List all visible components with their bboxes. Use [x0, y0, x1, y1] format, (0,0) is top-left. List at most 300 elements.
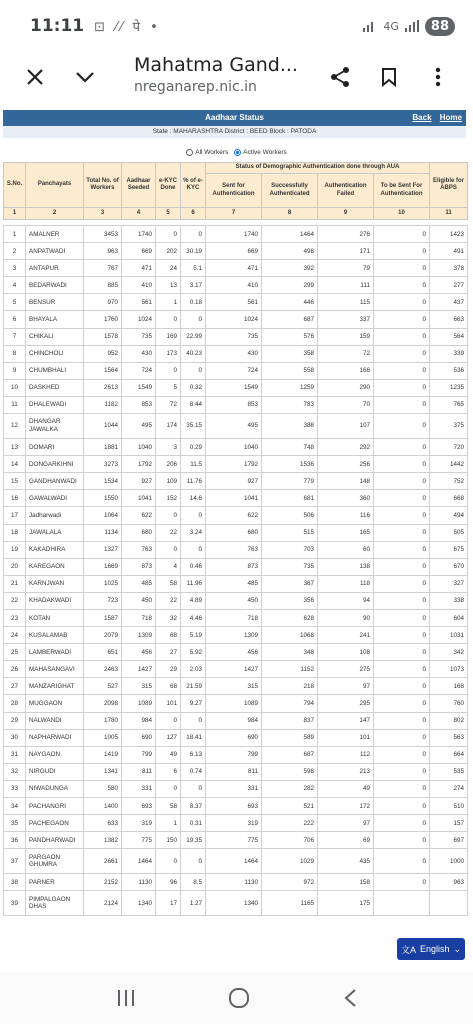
table-cell: DOMARI — [26, 439, 84, 456]
table-cell: 435 — [318, 849, 374, 874]
table-cell: JAWALALA — [26, 524, 84, 541]
table-cell: 680 — [206, 524, 262, 541]
table-cell: MAHASANGAVI — [26, 661, 84, 678]
table-cell: 68 — [156, 627, 181, 644]
table-cell: 873 — [206, 558, 262, 575]
close-icon[interactable] — [20, 62, 50, 92]
table-cell: 663 — [430, 311, 468, 328]
table-cell: 670 — [430, 558, 468, 575]
table-cell: 0 — [374, 277, 430, 294]
table-cell: 536 — [430, 362, 468, 379]
table-cell: 22 — [156, 524, 181, 541]
table-cell: 495 — [206, 414, 262, 439]
col-failed: Authentication Failed — [318, 174, 374, 208]
table-cell: 748 — [262, 439, 318, 456]
table-cell: 1182 — [84, 396, 122, 413]
table-row — [4, 277, 468, 294]
table-cell: 970 — [84, 294, 122, 311]
table-cell: 49 — [318, 780, 374, 797]
table-cell: 111 — [318, 277, 374, 294]
table-cell: 40.23 — [181, 345, 206, 362]
table-cell: 9.27 — [181, 695, 206, 712]
table-cell: 19 — [4, 541, 26, 558]
table-cell: 1534 — [84, 473, 122, 490]
col-number: 11 — [430, 208, 468, 220]
table-cell: 327 — [430, 575, 468, 592]
table-cell: 11.5 — [181, 456, 206, 473]
col-aadhaar-seeded: Aadhaar Seeded — [122, 163, 156, 208]
table-row — [4, 712, 468, 729]
table-cell: 0.18 — [181, 294, 206, 311]
table-cell: 1024 — [206, 311, 262, 328]
table-cell: 1073 — [430, 661, 468, 678]
table-cell: 494 — [430, 507, 468, 524]
table-cell: 1536 — [262, 456, 318, 473]
col-number: 9 — [318, 208, 374, 220]
table-cell: 1382 — [84, 832, 122, 849]
table-cell: PARNER — [26, 874, 84, 891]
table-cell: 5.19 — [181, 627, 206, 644]
table-cell: 853 — [206, 396, 262, 413]
table-cell: 1760 — [84, 311, 122, 328]
table-cell: 3.17 — [181, 277, 206, 294]
table-cell: NIWADUNGA — [26, 780, 84, 797]
table-cell: 984 — [122, 712, 156, 729]
table-cell: 378 — [430, 260, 468, 277]
table-cell: DASKHED — [26, 379, 84, 396]
table-cell: 158 — [318, 874, 374, 891]
table-cell: 147 — [318, 712, 374, 729]
table-cell: 1309 — [206, 627, 262, 644]
report-header — [3, 110, 466, 126]
language-button[interactable] — [397, 938, 465, 960]
table-row — [4, 609, 468, 626]
table-cell: 724 — [206, 362, 262, 379]
bookmark-icon[interactable] — [374, 62, 404, 92]
table-cell: 718 — [122, 609, 156, 626]
table-row — [4, 815, 468, 832]
table-cell: 2613 — [84, 379, 122, 396]
table-cell: 2.03 — [181, 661, 206, 678]
all-workers-radio[interactable] — [186, 149, 193, 156]
signal-icon — [363, 20, 377, 32]
active-workers-radio[interactable] — [234, 149, 241, 156]
table-cell: 495 — [122, 414, 156, 439]
col-number: 5 — [156, 208, 181, 220]
table-cell: 0 — [374, 832, 430, 849]
active-workers-label: Active Workers — [243, 149, 287, 156]
table-cell: 510 — [430, 798, 468, 815]
table-cell: 72 — [156, 396, 181, 413]
home-icon[interactable] — [228, 987, 250, 1009]
home-link[interactable]: Home — [439, 113, 462, 122]
table-cell: 430 — [206, 345, 262, 362]
table-cell: 0 — [374, 627, 430, 644]
table-cell: 783 — [262, 396, 318, 413]
table-cell: 767 — [84, 260, 122, 277]
table-cell: 2463 — [84, 661, 122, 678]
table-row — [4, 832, 468, 849]
table-cell: 1235 — [430, 379, 468, 396]
table-cell: 30.19 — [181, 243, 206, 260]
table-cell: 0 — [156, 311, 181, 328]
share-icon[interactable] — [325, 62, 355, 92]
table-cell: 32 — [4, 763, 26, 780]
table-cell: 21 — [4, 575, 26, 592]
table-cell: 0 — [181, 780, 206, 797]
table-cell: 0 — [374, 849, 430, 874]
back-icon[interactable] — [343, 988, 357, 1008]
table-cell: 1089 — [206, 695, 262, 712]
table-cell: 0 — [374, 490, 430, 507]
col-pct-ekyc: % of e-KYC — [181, 163, 206, 208]
table-cell: 1040 — [206, 439, 262, 456]
table-cell: 315 — [206, 678, 262, 695]
table-cell: 23 — [4, 609, 26, 626]
table-cell: 471 — [122, 260, 156, 277]
table-cell: 1 — [4, 226, 26, 243]
table-cell: 14.6 — [181, 490, 206, 507]
table-row — [4, 362, 468, 379]
table-cell: 0 — [374, 311, 430, 328]
table-cell: 1740 — [122, 226, 156, 243]
signal-icon-2 — [405, 20, 419, 32]
table-row — [4, 627, 468, 644]
table-cell: 8.44 — [181, 396, 206, 413]
page-url: nreganarep.nic.in — [134, 79, 257, 95]
col-panchayats: Panchayats — [26, 163, 84, 208]
table-cell: 664 — [430, 746, 468, 763]
table-cell: 9 — [4, 362, 26, 379]
table-cell: NAYGAON — [26, 746, 84, 763]
table-cell: 72 — [318, 345, 374, 362]
table-row — [4, 558, 468, 575]
table-cell: 2124 — [84, 891, 122, 916]
table-cell: 58 — [156, 575, 181, 592]
table-cell: 109 — [156, 473, 181, 490]
table-cell: 561 — [206, 294, 262, 311]
table-cell: 0 — [374, 439, 430, 456]
table-cell: 491 — [430, 243, 468, 260]
table-cell: 14 — [4, 456, 26, 473]
table-cell: 35.15 — [181, 414, 206, 439]
table-cell: 276 — [318, 226, 374, 243]
column-number-row — [4, 208, 468, 220]
notification-icons: ⊡ ⁄⁄ पे • — [94, 20, 161, 35]
table-cell: 927 — [122, 473, 156, 490]
table-cell: 1041 — [206, 490, 262, 507]
page-title: Mahatma Gand... — [134, 54, 298, 76]
table-cell: 576 — [262, 328, 318, 345]
table-cell: 811 — [122, 763, 156, 780]
table-cell: 166 — [318, 362, 374, 379]
header-row — [4, 163, 468, 174]
table-cell: 1549 — [206, 379, 262, 396]
table-cell: 0 — [374, 729, 430, 746]
table-cell: 1031 — [430, 627, 468, 644]
table-cell: 0 — [156, 712, 181, 729]
table-row — [4, 260, 468, 277]
table-cell: 2152 — [84, 874, 122, 891]
col-number: 6 — [181, 208, 206, 220]
report-heading: Aadhaar Status — [205, 113, 264, 122]
table-cell: 0 — [374, 345, 430, 362]
table-cell: 375 — [430, 414, 468, 439]
table-cell: 0 — [181, 507, 206, 524]
table-row — [4, 661, 468, 678]
col-number: 3 — [84, 208, 122, 220]
table-cell: 3 — [4, 260, 26, 277]
table-cell: 202 — [156, 243, 181, 260]
table-row — [4, 780, 468, 797]
table-cell: 96 — [156, 874, 181, 891]
table-row — [4, 507, 468, 524]
table-cell: 633 — [84, 815, 122, 832]
table-cell: BEDARWADI — [26, 277, 84, 294]
table-cell: 5.1 — [181, 260, 206, 277]
table-cell: 127 — [156, 729, 181, 746]
table-cell: 1340 — [122, 891, 156, 916]
table-cell: 735 — [206, 328, 262, 345]
table-row — [4, 414, 468, 439]
table-cell: 3 — [156, 439, 181, 456]
table-cell: 0 — [156, 226, 181, 243]
table-cell: 0 — [374, 473, 430, 490]
translate-icon: 文A — [400, 944, 416, 955]
table-row — [4, 849, 468, 874]
table-cell: 837 — [262, 712, 318, 729]
report-page — [0, 110, 473, 972]
table-cell: 628 — [262, 609, 318, 626]
table-cell: 256 — [318, 456, 374, 473]
table-cell: 498 — [262, 243, 318, 260]
table-cell: 1025 — [84, 575, 122, 592]
table-cell: 853 — [122, 396, 156, 413]
table-cell: NALWANDI — [26, 712, 84, 729]
col-number: 10 — [374, 208, 430, 220]
table-cell: 116 — [318, 507, 374, 524]
table-cell: 0 — [156, 780, 181, 797]
table-cell: 152 — [156, 490, 181, 507]
col-eligible-abps: Eligible for ABPS — [430, 163, 468, 208]
table-cell: 1881 — [84, 439, 122, 456]
table-cell: 1152 — [262, 661, 318, 678]
table-cell: 165 — [318, 524, 374, 541]
table-row — [4, 763, 468, 780]
table-cell: 360 — [318, 490, 374, 507]
table-cell: PIMPALGAON DHAS — [26, 891, 84, 916]
back-link[interactable]: Back — [412, 113, 432, 122]
table-cell: 1792 — [206, 456, 262, 473]
table-cell: 775 — [122, 832, 156, 849]
recent-apps-icon[interactable] — [116, 989, 136, 1007]
more-options-icon[interactable] — [423, 62, 453, 92]
table-cell: BHAYALA — [26, 311, 84, 328]
table-cell: 485 — [206, 575, 262, 592]
table-cell: 1000 — [430, 849, 468, 874]
table-cell: 157 — [430, 815, 468, 832]
table-cell: 963 — [430, 874, 468, 891]
table-cell: 4 — [4, 277, 26, 294]
table-cell: 735 — [262, 558, 318, 575]
table-cell: 437 — [430, 294, 468, 311]
table-cell: 1792 — [122, 456, 156, 473]
table-cell: 651 — [84, 644, 122, 661]
worker-filter — [3, 146, 466, 160]
table-cell: 1040 — [122, 439, 156, 456]
table-cell: MANZARIGHAT — [26, 678, 84, 695]
table-cell: 27 — [156, 644, 181, 661]
table-cell: 697 — [430, 832, 468, 849]
table-cell: 3453 — [84, 226, 122, 243]
table-cell: 1442 — [430, 456, 468, 473]
table-cell: 7 — [4, 328, 26, 345]
table-row — [4, 592, 468, 609]
table-cell: 70 — [318, 396, 374, 413]
col-total-workers: Total No. of Workers — [84, 163, 122, 208]
table-cell: 0 — [374, 575, 430, 592]
table-cell: 0 — [374, 328, 430, 345]
table-cell: 690 — [206, 729, 262, 746]
table-cell: 693 — [122, 798, 156, 815]
table-cell: 18.41 — [181, 729, 206, 746]
table-row — [4, 473, 468, 490]
table-cell: 0.29 — [181, 439, 206, 456]
table-cell: 3.24 — [181, 524, 206, 541]
table-cell: 0 — [374, 414, 430, 439]
table-cell: 173 — [156, 345, 181, 362]
table-row — [4, 798, 468, 815]
table-cell: 29 — [4, 712, 26, 729]
table-cell: 1464 — [262, 226, 318, 243]
table-cell: 34 — [4, 798, 26, 815]
table-cell: 0 — [374, 379, 430, 396]
table-cell: 1044 — [84, 414, 122, 439]
table-cell: 724 — [122, 362, 156, 379]
table-cell: 13 — [156, 277, 181, 294]
table-cell: 1165 — [262, 891, 318, 916]
table-row — [4, 396, 468, 413]
table-cell: 1068 — [262, 627, 318, 644]
table-cell: 675 — [430, 541, 468, 558]
table-cell: 558 — [262, 362, 318, 379]
table-cell: 669 — [206, 243, 262, 260]
table-cell: LAMBERWADI — [26, 644, 84, 661]
table-cell: 388 — [262, 414, 318, 439]
table-cell: 8.37 — [181, 798, 206, 815]
table-cell: 779 — [262, 473, 318, 490]
table-row — [4, 874, 468, 891]
table-cell: 24 — [4, 627, 26, 644]
table-cell: 1464 — [122, 849, 156, 874]
table-cell: 33 — [4, 780, 26, 797]
table-cell: 450 — [122, 592, 156, 609]
col-to-be-sent: To be Sent For Authentication — [374, 174, 430, 208]
table-cell: 0 — [374, 294, 430, 311]
chevron-down-icon[interactable] — [70, 62, 100, 92]
table-cell: 218 — [262, 678, 318, 695]
table-row — [4, 695, 468, 712]
table-cell: 58 — [156, 798, 181, 815]
table-cell: 108 — [318, 644, 374, 661]
battery-indicator: 88 — [425, 17, 455, 36]
table-cell: 12 — [4, 414, 26, 439]
table-row — [4, 729, 468, 746]
table-cell: 16 — [4, 490, 26, 507]
report-links — [406, 110, 462, 126]
table-cell: 0 — [374, 644, 430, 661]
table-cell: 561 — [122, 294, 156, 311]
table-cell: 456 — [122, 644, 156, 661]
table-cell: 0 — [374, 712, 430, 729]
table-cell: 1327 — [84, 541, 122, 558]
android-nav-bar — [0, 972, 473, 1024]
table-cell: PACHANGRI — [26, 798, 84, 815]
table-cell: 0.46 — [181, 558, 206, 575]
table-cell: 450 — [206, 592, 262, 609]
table-cell: 22 — [156, 592, 181, 609]
table-cell: 11.76 — [181, 473, 206, 490]
table-cell: 28 — [4, 695, 26, 712]
table-cell: 718 — [206, 609, 262, 626]
table-cell: 0 — [374, 243, 430, 260]
table-cell: PARGAON GHUMRA — [26, 849, 84, 874]
table-cell: 22.99 — [181, 328, 206, 345]
table-cell: 430 — [122, 345, 156, 362]
table-row — [4, 311, 468, 328]
table-cell: BENSUR — [26, 294, 84, 311]
col-number: 1 — [4, 208, 26, 220]
table-cell: DHANGAR JAWALKA — [26, 414, 84, 439]
table-cell: 1549 — [122, 379, 156, 396]
table-cell: 604 — [430, 609, 468, 626]
table-row — [4, 891, 468, 916]
table-cell: 794 — [262, 695, 318, 712]
col-ekyc-done: e-KYC Done — [156, 163, 181, 208]
table-cell: 1550 — [84, 490, 122, 507]
table-cell: 338 — [430, 592, 468, 609]
table-cell: 290 — [318, 379, 374, 396]
browser-toolbar — [0, 52, 473, 102]
table-cell: 0 — [374, 874, 430, 891]
table-cell: 622 — [206, 507, 262, 524]
table-cell: 0 — [374, 507, 430, 524]
table-cell: 706 — [262, 832, 318, 849]
table-row — [4, 644, 468, 661]
table-cell: DHALEWADI — [26, 396, 84, 413]
col-number: 4 — [122, 208, 156, 220]
table-cell: 0 — [374, 362, 430, 379]
table-cell: 1024 — [122, 311, 156, 328]
table-cell: 30 — [4, 729, 26, 746]
table-cell: NIRGUDI — [26, 763, 84, 780]
table-cell: 275 — [318, 661, 374, 678]
table-cell: 1740 — [206, 226, 262, 243]
table-cell: 36 — [4, 832, 26, 849]
table-cell: 69 — [318, 832, 374, 849]
table-cell: ANPATWADI — [26, 243, 84, 260]
table-cell: 39 — [4, 891, 26, 916]
table-cell: 319 — [206, 815, 262, 832]
table-cell: 1423 — [430, 226, 468, 243]
table-cell: 1 — [156, 815, 181, 832]
table-cell: 37 — [4, 849, 26, 874]
table-cell: GANDHANWADI — [26, 473, 84, 490]
table-cell: 2098 — [84, 695, 122, 712]
table-cell: 760 — [430, 695, 468, 712]
table-cell: 13 — [4, 439, 26, 456]
table-cell: ANTAPUR — [26, 260, 84, 277]
